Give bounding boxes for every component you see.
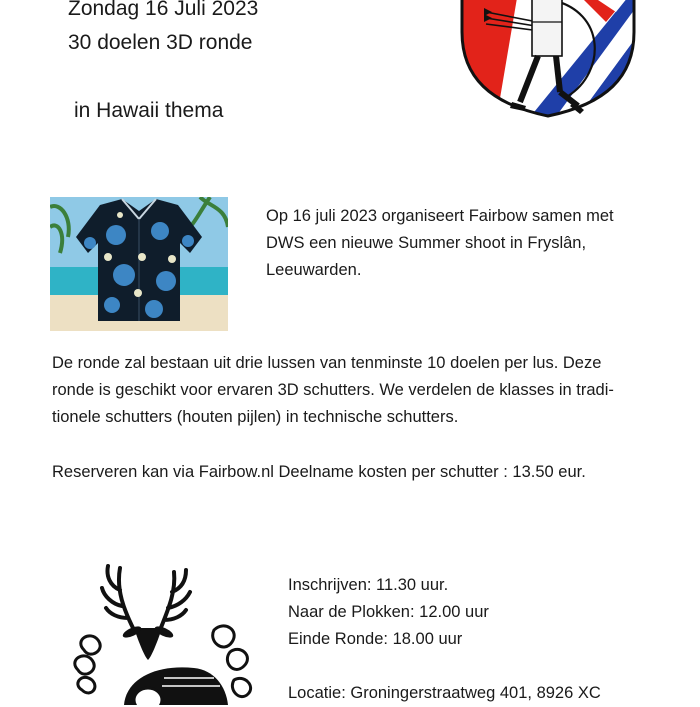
description-line: ronde is geschikt voor ervaren 3D schutters. We verdelen de klasses in tradi- xyxy=(52,381,614,399)
schedule-start: Naar de Plokken: 12.00 uur xyxy=(288,603,489,621)
intro-paragraph xyxy=(266,203,646,284)
schedule-location: Locatie: Groningerstraatweg 401, 8926 XC xyxy=(288,684,601,702)
intro-line: Op 16 juli 2023 organiseert Fairbow samen met xyxy=(266,207,614,225)
intro-line: DWS een nieuwe Summer shoot in Fryslân, xyxy=(266,234,587,252)
hawaiian-shirt-image xyxy=(50,197,228,331)
event-rounds-heading: 30 doelen 3D ronde xyxy=(68,31,253,54)
description-line: tionele schutters (houten pijlen) in technische schutters. xyxy=(52,408,459,426)
description-line: De ronde zal bestaan uit drie lussen van tenminste 10 doelen per lus. Deze xyxy=(52,354,602,372)
booking-line: Reserveren kan via Fairbow.nl Deelname kosten per schutter : 13.50 eur. xyxy=(52,463,586,481)
schedule-end: Einde Ronde: 18.00 uur xyxy=(288,630,463,648)
intro-line: Leeuwarden. xyxy=(266,261,362,279)
event-theme-heading: in Hawaii thema xyxy=(74,99,224,122)
schedule-registration: Inschrijven: 11.30 uur. xyxy=(288,576,449,594)
description-paragraph xyxy=(52,350,652,431)
schedule-spacer xyxy=(288,653,688,680)
stag-horn-logo xyxy=(64,560,264,705)
booking-paragraph xyxy=(52,459,672,486)
schedule-block xyxy=(288,572,688,707)
archer-crest-logo xyxy=(456,0,640,122)
event-date-heading: Zondag 16 Juli 2023 xyxy=(68,0,259,20)
